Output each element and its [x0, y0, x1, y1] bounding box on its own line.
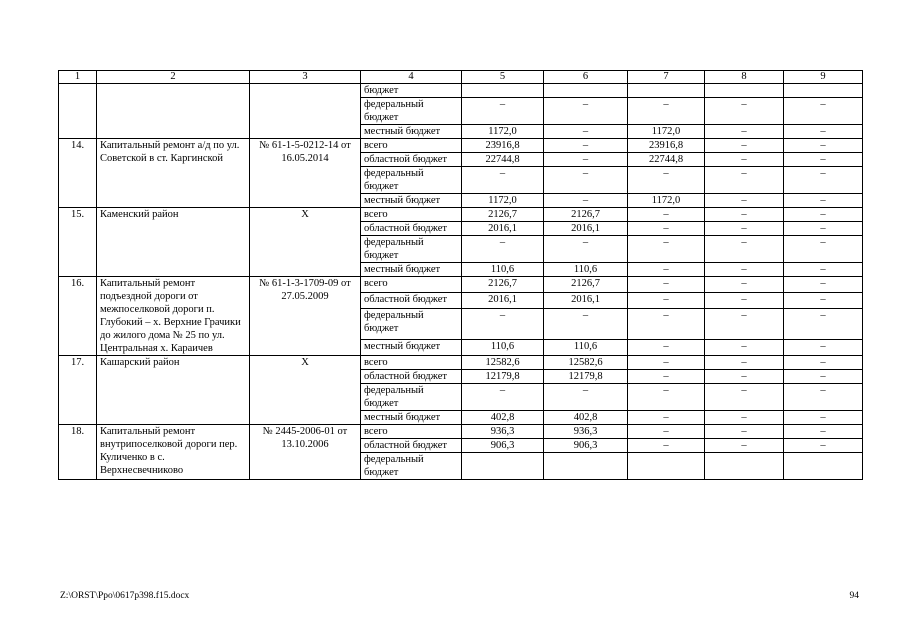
table-row	[59, 425, 863, 439]
row-number	[59, 84, 97, 139]
value-cell: 12179,8	[544, 370, 628, 384]
value-cell: –	[705, 356, 784, 370]
value-cell: –	[705, 411, 784, 425]
value-cell: –	[705, 139, 784, 153]
value-cell: –	[628, 208, 705, 222]
funding-source: областной бюджет	[361, 153, 462, 167]
footer-file-path: Z:\ORST\Ppo\0617p398.f15.docx	[60, 591, 190, 601]
value-cell: –	[628, 309, 705, 340]
value-cell: –	[462, 98, 544, 125]
funding-source: всего	[361, 139, 462, 153]
value-cell: 23916,8	[628, 139, 705, 153]
value-cell: –	[705, 293, 784, 309]
value-cell: –	[784, 356, 863, 370]
value-cell: –	[705, 167, 784, 194]
value-cell: –	[544, 309, 628, 340]
value-cell: 402,8	[544, 411, 628, 425]
value-cell: –	[705, 98, 784, 125]
value-cell: –	[784, 208, 863, 222]
value-cell: –	[784, 98, 863, 125]
value-cell: –	[784, 236, 863, 263]
value-cell: 2016,1	[544, 222, 628, 236]
value-cell: –	[784, 411, 863, 425]
value-cell: –	[784, 194, 863, 208]
value-cell: –	[784, 384, 863, 411]
table-header-row	[59, 71, 863, 84]
value-cell: –	[544, 98, 628, 125]
value-cell: 906,3	[462, 439, 544, 453]
header-cell: 7	[628, 71, 705, 84]
funding-source: местный бюджет	[361, 194, 462, 208]
table-row	[59, 277, 863, 293]
object-name	[97, 84, 250, 139]
value-cell: –	[628, 293, 705, 309]
value-cell: –	[628, 222, 705, 236]
document-ref: Х	[250, 356, 361, 425]
value-cell: 402,8	[462, 411, 544, 425]
value-cell: –	[705, 236, 784, 263]
document-ref: № 61-1-5-0212-14 от 16.05.2014	[250, 139, 361, 208]
value-cell: 12582,6	[544, 356, 628, 370]
header-cell: 8	[705, 71, 784, 84]
value-cell: –	[784, 167, 863, 194]
value-cell: 2016,1	[462, 293, 544, 309]
funding-source: областной бюджет	[361, 293, 462, 309]
header-cell: 4	[361, 71, 462, 84]
funding-source: областной бюджет	[361, 222, 462, 236]
funding-source: федеральный бюджет	[361, 236, 462, 263]
value-cell: –	[544, 236, 628, 263]
value-cell: –	[628, 263, 705, 277]
row-number: 15.	[59, 208, 97, 277]
value-cell: –	[705, 194, 784, 208]
value-cell	[784, 84, 863, 98]
value-cell: –	[628, 425, 705, 439]
value-cell: –	[784, 277, 863, 293]
funding-source: федеральный бюджет	[361, 384, 462, 411]
page-number: 94	[849, 591, 859, 601]
value-cell: 110,6	[462, 263, 544, 277]
value-cell: –	[628, 339, 705, 355]
value-cell: –	[544, 153, 628, 167]
funding-source: областной бюджет	[361, 370, 462, 384]
funding-source: местный бюджет	[361, 263, 462, 277]
value-cell: –	[705, 222, 784, 236]
value-cell: –	[628, 370, 705, 384]
header-cell: 3	[250, 71, 361, 84]
value-cell: 12179,8	[462, 370, 544, 384]
value-cell: 23916,8	[462, 139, 544, 153]
value-cell: –	[462, 236, 544, 263]
funding-source: федеральный бюджет	[361, 309, 462, 340]
value-cell: –	[705, 439, 784, 453]
object-name: Кашарский район	[97, 356, 250, 425]
funding-source: всего	[361, 208, 462, 222]
header-cell: 5	[462, 71, 544, 84]
value-cell: –	[784, 439, 863, 453]
value-cell: –	[784, 309, 863, 340]
value-cell: 110,6	[544, 263, 628, 277]
value-cell: 1172,0	[628, 194, 705, 208]
value-cell: –	[705, 153, 784, 167]
funding-source: федеральный бюджет	[361, 453, 462, 480]
value-cell: –	[784, 425, 863, 439]
header-cell: 9	[784, 71, 863, 84]
funding-source: местный бюджет	[361, 411, 462, 425]
value-cell: –	[705, 208, 784, 222]
value-cell: –	[462, 309, 544, 340]
table-row	[59, 139, 863, 153]
value-cell: –	[784, 293, 863, 309]
row-number: 18.	[59, 425, 97, 480]
value-cell: –	[705, 309, 784, 340]
header-cell: 1	[59, 71, 97, 84]
value-cell	[462, 84, 544, 98]
row-number: 16.	[59, 277, 97, 356]
value-cell: –	[628, 384, 705, 411]
value-cell	[462, 453, 544, 480]
value-cell	[544, 453, 628, 480]
value-cell: 2126,7	[462, 277, 544, 293]
object-name: Капитальный ремонт а/д по ул. Советской в ст. Каргинской	[97, 139, 250, 208]
value-cell: –	[784, 222, 863, 236]
value-cell: –	[628, 98, 705, 125]
value-cell: –	[705, 425, 784, 439]
funding-source: федеральный бюджет	[361, 167, 462, 194]
value-cell: –	[705, 384, 784, 411]
value-cell: –	[784, 153, 863, 167]
value-cell: –	[544, 125, 628, 139]
value-cell: –	[628, 236, 705, 263]
document-ref: № 61-1-3-1709-09 от 27.05.2009	[250, 277, 361, 356]
funding-source: местный бюджет	[361, 125, 462, 139]
row-number: 14.	[59, 139, 97, 208]
value-cell	[544, 84, 628, 98]
value-cell: 1172,0	[628, 125, 705, 139]
table-row	[59, 84, 863, 98]
value-cell: –	[628, 167, 705, 194]
value-cell: 12582,6	[462, 356, 544, 370]
funding-source: областной бюджет	[361, 439, 462, 453]
value-cell: –	[705, 263, 784, 277]
value-cell	[628, 84, 705, 98]
value-cell: 22744,8	[628, 153, 705, 167]
value-cell: 1172,0	[462, 194, 544, 208]
value-cell: –	[705, 125, 784, 139]
value-cell	[705, 84, 784, 98]
value-cell: 906,3	[544, 439, 628, 453]
value-cell: 110,6	[544, 339, 628, 355]
value-cell: 1172,0	[462, 125, 544, 139]
value-cell: –	[705, 370, 784, 384]
value-cell: –	[544, 384, 628, 411]
document-ref: Х	[250, 208, 361, 277]
value-cell: –	[784, 263, 863, 277]
value-cell: –	[784, 370, 863, 384]
value-cell	[705, 453, 784, 480]
value-cell: –	[784, 339, 863, 355]
funding-source: местный бюджет	[361, 339, 462, 355]
value-cell	[628, 453, 705, 480]
funding-source: всего	[361, 425, 462, 439]
value-cell: 2016,1	[544, 293, 628, 309]
funding-source: бюджет	[361, 84, 462, 98]
value-cell: –	[784, 125, 863, 139]
header-cell: 6	[544, 71, 628, 84]
value-cell: 936,3	[462, 425, 544, 439]
object-name: Капитальный ремонт внутрипоселковой дороги пер. Куличенко в с. Верхнесвечниково	[97, 425, 250, 480]
value-cell: 2126,7	[544, 277, 628, 293]
value-cell: 2016,1	[462, 222, 544, 236]
value-cell: –	[784, 139, 863, 153]
value-cell: –	[628, 411, 705, 425]
value-cell: –	[544, 139, 628, 153]
value-cell: 936,3	[544, 425, 628, 439]
budget-table	[58, 70, 863, 480]
value-cell: –	[462, 384, 544, 411]
value-cell: –	[705, 339, 784, 355]
document-ref	[250, 84, 361, 139]
funding-source: всего	[361, 277, 462, 293]
value-cell	[784, 453, 863, 480]
table-row	[59, 356, 863, 370]
value-cell: –	[544, 167, 628, 194]
value-cell: –	[628, 439, 705, 453]
value-cell: 2126,7	[462, 208, 544, 222]
funding-source: всего	[361, 356, 462, 370]
object-name: Каменский район	[97, 208, 250, 277]
value-cell: –	[628, 277, 705, 293]
object-name: Капитальный ремонт подъездной дороги от межпоселковой дороги п. Глубокий – х. Верхние Грачики до жилого дома № 25 по ул. Центральная х. Караичев	[97, 277, 250, 356]
value-cell: 22744,8	[462, 153, 544, 167]
document-ref: № 2445-2006-01 от 13.10.2006	[250, 425, 361, 480]
header-cell: 2	[97, 71, 250, 84]
value-cell: –	[544, 194, 628, 208]
row-number: 17.	[59, 356, 97, 425]
value-cell: –	[462, 167, 544, 194]
value-cell: –	[628, 356, 705, 370]
value-cell: 110,6	[462, 339, 544, 355]
table-row	[59, 208, 863, 222]
funding-source: федеральный бюджет	[361, 98, 462, 125]
value-cell: –	[705, 277, 784, 293]
value-cell: 2126,7	[544, 208, 628, 222]
